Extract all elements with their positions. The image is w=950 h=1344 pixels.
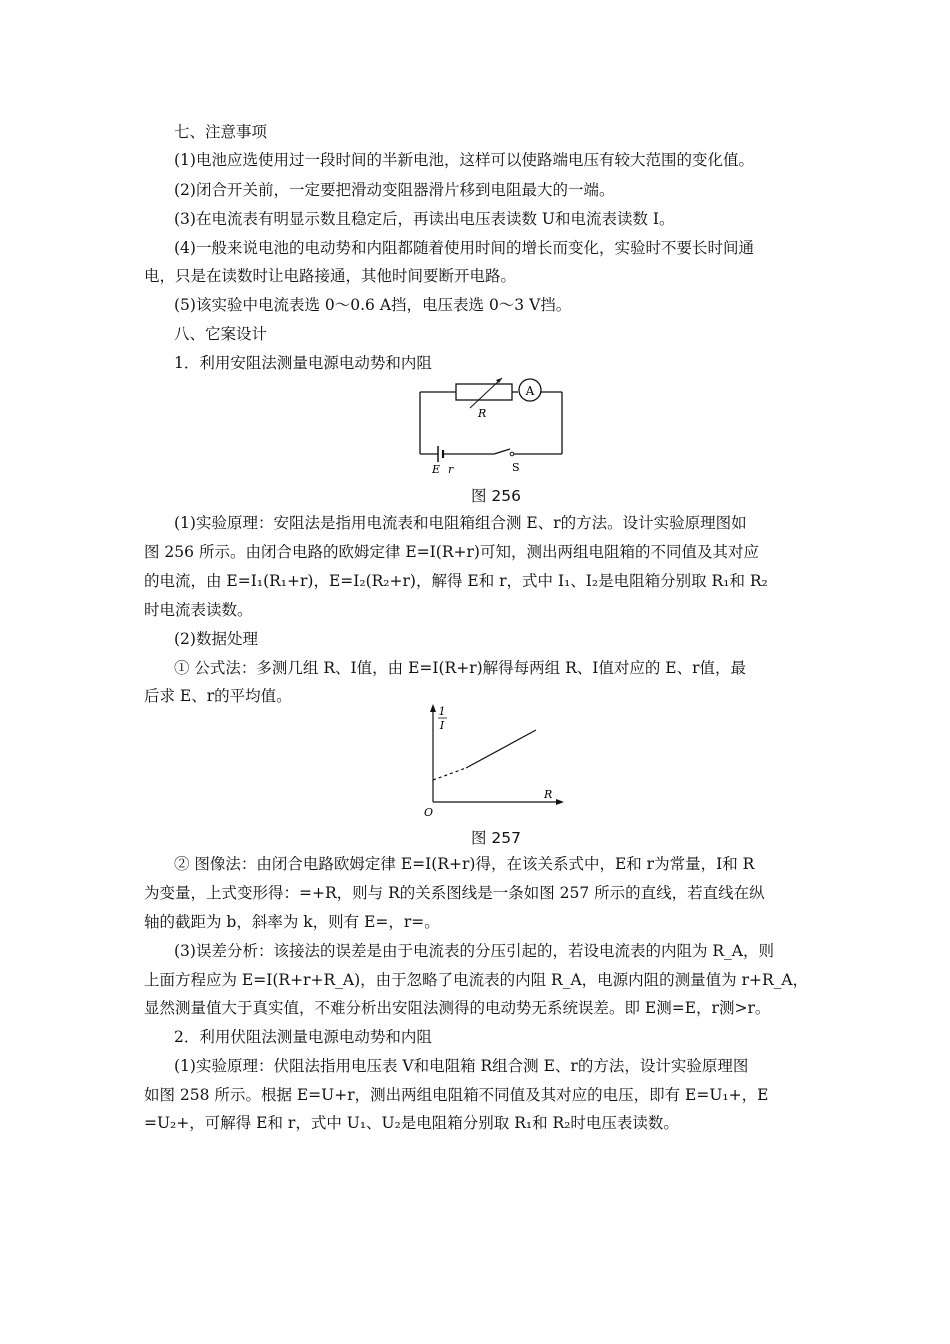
switch-label: S — [512, 461, 520, 474]
x-label: R — [544, 788, 553, 801]
ammeter-label: A — [525, 384, 535, 398]
formula-method-line-2: 后求 E、r的平均值。 — [144, 687, 292, 705]
circuit-diagram-256 — [410, 372, 580, 478]
principle-line-3: 的电流，由 E=I₁(R₁+r)，E=I₂(R₂+r)，解得 E和 r，式中 I₁、I₂是电阻箱分别取 R₁和 R₂ — [144, 572, 768, 590]
figure-256-caption: 图 256 — [471, 487, 522, 505]
principle-line-4: 时电流表读数。 — [144, 601, 253, 619]
note-4-line-2: 电，只是在读数时让电路接通，其他时间要断开电路。 — [144, 267, 517, 285]
error-analysis-line-1: (3)误差分析：该接法的误差是由于电流表的分压引起的，若设电流表的内阻为 R_A，则 — [174, 942, 774, 960]
error-analysis-line-3: 显然测量值大于真实值，不难分析出安阻法测得的电动势无系统误差。即 E测=E，r测>r。 — [144, 999, 771, 1017]
figure-257-caption: 图 257 — [471, 829, 522, 847]
error-analysis-line-2: 上面方程应为 E=I(R+r+R_A)，由于忽略了电流表的内阻 R_A，电源内阻的测量值为 r+R_A， — [144, 971, 809, 989]
data-line — [466, 730, 536, 768]
switch-icon — [494, 449, 510, 454]
formula-method-line-1: ① 公式法：多测几组 R、I值，由 E=I(R+r)解得每两组 R、I值对应的 E、r值，最 — [174, 659, 747, 677]
principle-line-1: (1)实验原理：安阻法是指用电流表和电阻箱组合测 E、r的方法。设计实验原理图如 — [174, 514, 747, 532]
method-1-title: 1．利用安阻法测量电源电动势和内阻 — [174, 354, 432, 372]
section-7-heading: 七、注意事项 — [174, 123, 268, 141]
method-2-line-2: 如图 258 所示。根据 E=U+r，测出两组电阻箱不同值及其对应的电压，即有 E=U₁+，E — [144, 1086, 769, 1104]
graph-method-line-3: 轴的截距为 b，斜率为 k，则有 E=，r=。 — [144, 913, 440, 931]
extrapolated-line — [433, 768, 466, 780]
origin-label: O — [424, 806, 434, 819]
method-2-title: 2．利用伏阻法测量电源电动势和内阻 — [174, 1028, 432, 1046]
graph-257 — [418, 702, 568, 820]
graph-method-line-2: 为变量，上式变形得：=+R，则与 R的关系图线是一条如图 257 所示的直线，若直线在纵 — [144, 884, 765, 902]
resistor-box-icon — [456, 384, 512, 400]
note-2: (2)闭合开关前，一定要把滑动变阻器滑片移到电阻最大的一端。 — [174, 181, 615, 199]
data-processing-title: (2)数据处理 — [174, 630, 258, 648]
resistor-label: R — [478, 407, 487, 420]
method-2-line-3: =U₂+，可解得 E和 r，式中 U₁、U₂是电阻箱分别取 R₁和 R₂时电压表读数。 — [144, 1114, 679, 1132]
emf-label: E — [432, 463, 441, 476]
note-4-line-1: (4)一般来说电池的电动势和内阻都随着使用时间的增长而变化，实验时不要长时间通 — [174, 239, 754, 257]
y-label-numerator: 1 — [438, 705, 446, 718]
graph-method-line-1: ② 图像法：由闭合电路欧姆定律 E=I(R+r)得，在该关系式中，E和 r为常量，I和 R — [174, 855, 755, 873]
section-8-heading: 八、它案设计 — [174, 325, 268, 343]
internal-resistance-label: r — [448, 463, 454, 476]
y-label-denominator: I — [439, 719, 445, 732]
note-1: (1)电池应选使用过一段时间的半新电池，这样可以使路端电压有较大范围的变化值。 — [174, 151, 754, 169]
method-2-line-1: (1)实验原理：伏阻法指用电压表 V和电阻箱 R组合测 E、r的方法，设计实验原理图 — [174, 1057, 749, 1075]
note-3: (3)在电流表有明显示数且稳定后，再读出电压表读数 U和电流表读数 I。 — [174, 210, 675, 228]
principle-line-2: 图 256 所示。由闭合电路的欧姆定律 E=I(R+r)可知，测出两组电阻箱的不同值及其对应 — [144, 543, 759, 561]
note-5: (5)该实验中电流表选 0～0.6 A挡，电压表选 0～3 V挡。 — [174, 296, 572, 314]
